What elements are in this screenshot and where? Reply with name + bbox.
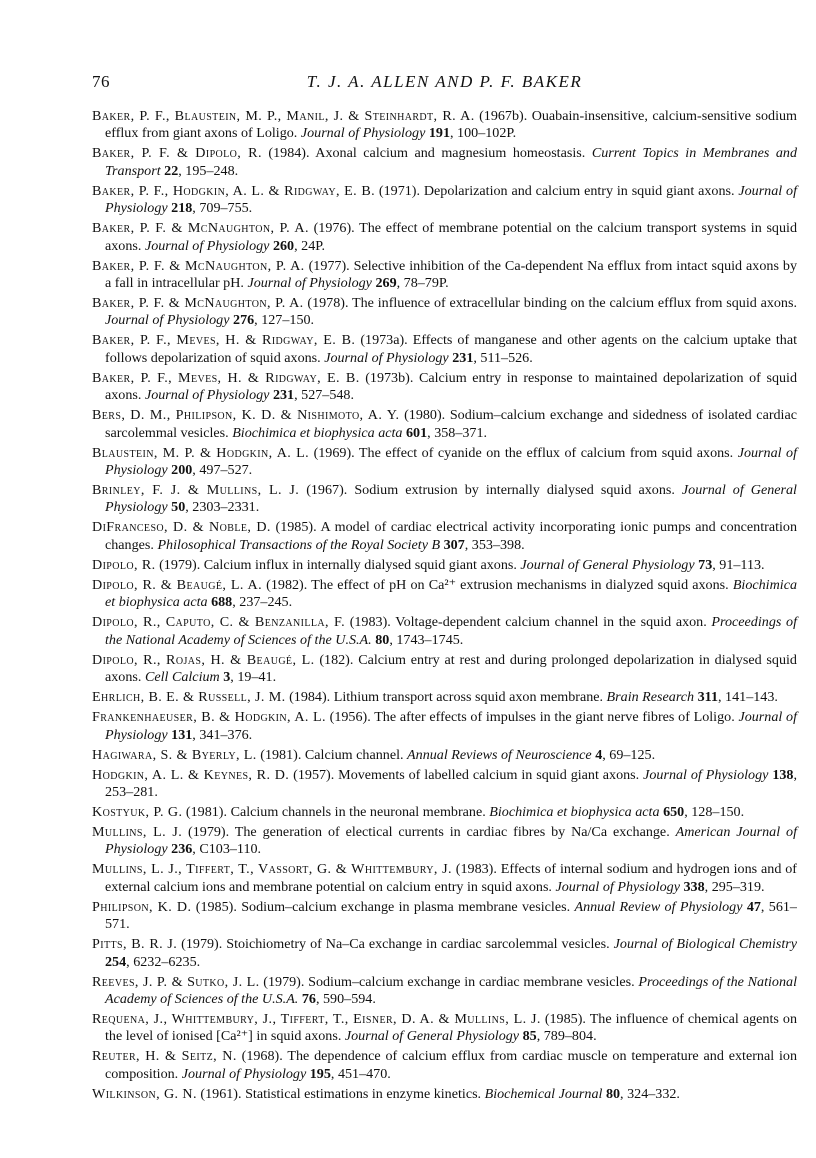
reference-pages: , 358–371. [427,424,488,441]
reference-journal: Journal of Physiology [105,444,797,479]
reference-authors: Requena, J., Whittembury, J., Tiffert, T., Eisner, D. A. & Mullins, L. J. [92,1010,541,1027]
reference-entry [92,220,797,255]
reference-pages: , 709–755. [192,200,253,217]
reference-year: (1981). [182,803,231,820]
reference-pages: , 127–150. [254,312,315,329]
reference-entry [92,1011,797,1046]
reference-title: Ouabain-insensitive, calcium-sensitive sodium efflux from giant axons of Loligo. [105,108,797,142]
reference-authors: Baker, P. F. & McNaughton, P. A. [92,220,309,237]
reference-journal: Brain Research [606,689,695,706]
page-header [92,72,797,100]
reference-volume: 50 [171,499,186,516]
reference-pages: , 527–548. [294,387,354,404]
reference-journal: Current Topics in Membranes and Transport [105,145,797,179]
reference-journal: Journal of General Physiology [520,556,695,573]
reference-authors: Baker, P. F., Hodgkin, A. L. & Ridgway, E. B. [92,182,376,199]
reference-authors: Reeves, J. P. & Sutko, J. L. [92,973,260,990]
reference-authors: Kostyuk, P. G. [92,803,183,820]
reference-title: The influence of chemical agents on the level of ionised [Ca²⁺] in squid axons. [105,1010,797,1045]
reference-authors: Pitts, B. R. J. [92,936,178,953]
reference-authors: Mullins, L. J., Tiffert, T., Vassort, G. & Whittembury, J. [92,861,452,878]
reference-title: The effect of cyanide on the efflux of calcium from squid axons. [358,444,738,461]
reference-year: (1979). [155,556,204,573]
reference-volume: 4 [595,746,603,763]
reference-year: (1973b). [359,369,419,386]
reference-year: (1957). [289,766,339,783]
reference-authors: Hagiwara, S. & Byerly, L. [92,746,257,763]
reference-volume: 307 [443,536,465,553]
reference-title: The effect of pH on Ca²⁺ extrusion mechanisms in dialyzed squid axons. [311,576,733,593]
reference-year: (1985). [270,519,321,536]
reference-entry [92,445,797,480]
reference-title: Calcium influx in internally dialysed squid giant axons. [203,556,521,573]
reference-entry [92,295,797,330]
reference-year: (1973a). [355,332,413,349]
reference-volume: 231 [272,387,295,404]
reference-pages: , 78–79P. [396,275,449,292]
reference-entry [92,861,797,896]
reference-year: (1981). [256,746,305,763]
reference-journal: Journal of Physiology [144,387,270,404]
reference-entry [92,936,797,971]
reference-entry [92,482,797,517]
reference-entry [92,747,797,764]
reference-journal: Journal of Physiology [300,125,426,142]
reference-volume: 236 [171,841,193,858]
reference-volume: 191 [428,125,450,142]
reference-pages: , 353–398. [464,536,525,553]
reference-pages: , 128–150. [684,803,745,820]
reference-year: (1971). [375,182,424,199]
reference-year: (1979). [177,936,227,953]
reference-title: Sodium–calcium exchange and sidedness of isolated cardiac sarcolemmal vesicles. [105,407,797,441]
reference-pages: , 789–804. [536,1028,597,1045]
reference-volume: 254 [105,953,127,970]
reference-year: (1984). [261,145,316,162]
reference-entry [92,652,797,687]
reference-entry [92,108,797,143]
reference-list [92,108,797,1106]
reference-pages: , 561–571. [105,898,797,933]
reference-year: (1967b). [474,108,532,124]
reference-pages: , 1743–1745. [389,631,464,648]
reference-title: Statistical estimations in enzyme kinetics. [245,1085,485,1102]
reference-entry [92,767,797,802]
reference-volume: 260 [272,237,295,254]
reference-volume: 76 [301,990,316,1007]
reference-title: Voltage-dependent calcium channel in the squid axon. [395,614,712,631]
reference-year: (1977). [304,257,354,274]
reference-entry [92,407,797,442]
reference-volume: 650 [663,803,685,820]
reference-pages: , 69–125. [602,746,656,763]
reference-authors: Frankenhaeuser, B. & Hodgkin, A. L. [92,709,326,726]
reference-volume: 276 [233,312,255,329]
reference-year: (1982). [262,576,312,593]
reference-authors: Baker, P. F., Blaustein, M. P., Manil, J. & Steinhardt, R. A. [92,108,475,124]
reference-authors: Dipolo, R., Caputo, C. & Benzanilla, F. [92,614,346,631]
reference-title: Effects of internal sodium and hydrogen ions and of external calcium ions and membrane potential on calcium entry in squid axons. [105,861,798,895]
reference-pages: , C103–110. [192,841,262,858]
reference-authors: Dipolo, R. [92,556,156,573]
reference-volume: 47 [746,898,761,915]
reference-journal: Journal of Physiology [105,709,797,743]
reference-entry [92,1048,797,1083]
reference-authors: Reuter, H. & Seitz, N. [92,1048,237,1065]
reference-title: The effect of membrane potential on the calcium transport systems in squid axons. [105,220,797,254]
reference-volume: 80 [605,1085,621,1102]
reference-pages: , 237–245. [232,594,293,611]
reference-year: (1969). [309,444,359,461]
reference-year: (1976). [308,220,360,237]
reference-year: (1978). [303,295,353,312]
reference-pages: , 19–41. [230,669,277,686]
reference-pages: , 295–319. [704,878,765,895]
page-number: 76 [92,72,110,91]
reference-year: (1968). [236,1048,288,1065]
reference-volume: 200 [171,462,193,479]
reference-authors: Bers, D. M., Philipson, K. D. & Nishimoto, A. Y. [92,407,400,424]
reference-journal: Cell Calcium [144,669,220,686]
reference-authors: Philipson, K. D. [92,898,192,915]
reference-journal: Journal of Physiology [555,878,680,895]
reference-volume: 231 [452,349,474,366]
reference-journal: Journal of Physiology [105,312,230,329]
reference-title: The dependence of calcium efflux from cardiac muscle on temperature and external ion composition. [105,1048,798,1082]
reference-journal: Biochimica et biophysica acta [489,803,660,820]
reference-volume: 131 [171,726,193,743]
reference-year: (1967). [299,482,355,499]
reference-pages: , 341–376. [192,726,253,743]
reference-volume: 601 [406,424,428,441]
reference-pages: , 24P. [294,237,326,254]
reference-authors: Baker, P. F. & Dipolo, R. [92,145,262,162]
reference-title: Sodium extrusion by internally dialysed squid axons. [354,482,682,499]
reference-journal: American Journal of Physiology [105,823,797,858]
reference-journal: Annual Review of Physiology [574,898,743,915]
reference-entry [92,145,797,180]
reference-journal: Journal of General Physiology [105,482,797,516]
reference-journal: Annual Reviews of Neuroscience [407,746,592,763]
reference-title: Calcium entry at rest and during prolonged depolarization in dialysed squid axons. [105,651,797,686]
reference-journal: Proceedings of the National Academy of Sciences of the U.S.A. [105,614,797,648]
reference-authors: Baker, P. F. & McNaughton, P. A. [92,295,304,312]
reference-year: (1985). [191,898,242,915]
reference-authors: Brinley, F. J. & Mullins, L. J. [92,482,300,499]
reference-journal: Journal of Physiology [247,275,372,292]
reference-year: (1956). [325,709,375,726]
reference-entry [92,804,797,821]
reference-journal: Journal of Physiology [144,237,270,254]
reference-entry [92,332,797,367]
reference-pages: , 253–281. [105,766,797,800]
reference-journal: Philosophical Transactions of the Royal Society B [157,536,441,553]
reference-entry [92,1086,797,1103]
reference-title: Calcium entry in response to maintained depolarization of squid axons. [105,369,797,404]
reference-year: (1961). [196,1085,246,1102]
reference-journal: Biochemical Journal [484,1085,603,1102]
reference-journal: Journal of Physiology [324,349,449,366]
reference-year: (1980). [399,407,450,424]
reference-entry [92,974,797,1009]
reference-entry [92,519,797,554]
reference-authors: Dipolo, R., Rojas, H. & Beaugé, L. [92,651,315,668]
reference-journal: Biochimica et biophysica acta [232,424,403,441]
reference-volume: 195 [309,1065,331,1082]
reference-year: (1983). [451,861,501,878]
reference-authors: DiFranceso, D. & Noble, D. [92,519,271,536]
running-head: T. J. A. ALLEN AND P. F. BAKER [306,72,583,91]
reference-pages: , 2303–2331. [185,499,260,516]
reference-title: A model of cardiac electrical activity incorporating ionic pumps and concentration changes. [105,519,798,553]
reference-year: (182). [314,651,359,668]
reference-authors: Ehrlich, B. E. & Russell, J. M. [92,689,286,706]
reference-year: (1985). [540,1010,590,1027]
reference-volume: 269 [375,275,397,292]
reference-title: Sodium–calcium exchange in plasma membrane vesicles. [241,898,575,915]
reference-pages: , 141–143. [718,689,778,706]
reference-title: The influence of extracellular binding on the calcium efflux from squid axons. [352,295,797,312]
reference-volume: 688 [211,594,233,611]
reference-year: (1979). [182,823,235,840]
reference-authors: Mullins, L. J. [92,823,183,840]
reference-authors: Wilkinson, G. N. [92,1085,197,1102]
reference-entry [92,258,797,293]
reference-authors: Hodgkin, A. L. & Keynes, R. D. [92,766,290,783]
reference-entry [92,709,797,744]
reference-entry [92,577,797,612]
reference-pages: , 100–102P. [450,125,517,142]
reference-pages: , 324–332. [620,1085,680,1102]
reference-title: Selective inhibition of the Ca-dependent Na efflux from intact squid axons by a fall in intracellular pH. [105,257,797,292]
reference-title: Sodium–calcium exchange in cardiac membrane vesicles. [308,973,639,990]
reference-entry [92,824,797,859]
reference-year: (1984). [285,689,334,706]
reference-title: Movements of labelled calcium in squid giant axons. [338,766,644,783]
reference-pages: , 590–594. [315,990,376,1007]
reference-title: Axonal calcium and magnesium homeostasis. [315,145,592,162]
reference-journal: Proceedings of the National Academy of Sciences of the U.S.A. [105,973,797,1007]
reference-authors: Blaustein, M. P. & Hodgkin, A. L. [92,444,310,461]
reference-volume: 338 [683,878,705,895]
reference-pages: , 195–248. [178,162,239,179]
reference-volume: 218 [171,200,193,217]
reference-volume: 138 [772,766,794,783]
reference-authors: Dipolo, R. & Beaugé, L. A. [92,576,263,593]
reference-volume: 85 [522,1028,537,1045]
reference-volume: 80 [375,631,390,648]
reference-journal: Biochimica et biophysica acta [105,576,797,611]
reference-entry [92,899,797,934]
reference-authors: Baker, P. F., Meves, H. & Ridgway, E. B. [92,332,356,349]
reference-entry [92,183,797,218]
reference-authors: Baker, P. F., Meves, H. & Ridgway, E. B. [92,369,360,386]
reference-pages: , 6232–6235. [126,953,201,970]
reference-title: Calcium channel. [304,746,408,763]
reference-journal: Journal of Physiology [643,766,769,783]
reference-pages: , 497–527. [192,462,253,479]
reference-journal: Journal of Physiology [181,1065,307,1082]
reference-entry [92,689,797,706]
reference-volume: 311 [697,689,718,706]
reference-volume: 73 [698,556,713,573]
reference-pages: , 91–113. [712,556,765,573]
reference-title: Depolarization and calcium entry in squid giant axons. [423,182,739,199]
reference-entry [92,370,797,405]
reference-authors: Baker, P. F. & McNaughton, P. A. [92,257,305,274]
reference-year: (1979). [259,973,309,990]
reference-title: The generation of electical currents in cardiac fibres by Na/Ca exchange. [234,823,676,840]
reference-journal: Journal of Biological Chemistry [613,936,797,953]
reference-title: Effects of manganese and other agents on the calcium uptake that follows depolarization of squid axons. [105,332,798,366]
reference-year: (1983). [345,614,396,631]
reference-entry [92,557,797,574]
reference-pages: , 511–526. [473,349,533,366]
reference-pages: , 451–470. [330,1065,391,1082]
reference-volume: 22 [164,162,179,179]
reference-title: Stoichiometry of Na–Ca exchange in cardiac sarcolemmal vesicles. [226,936,614,953]
reference-title: The after effects of impulses in the giant nerve fibres of Loligo. [374,709,739,726]
reference-volume: 3 [223,669,231,686]
reference-title: Calcium channels in the neuronal membrane. [230,803,490,820]
reference-journal: Journal of Physiology [105,182,797,217]
reference-title: Lithium transport across squid axon membrane. [333,689,607,706]
reference-entry [92,614,797,649]
reference-journal: Journal of General Physiology [344,1028,520,1045]
